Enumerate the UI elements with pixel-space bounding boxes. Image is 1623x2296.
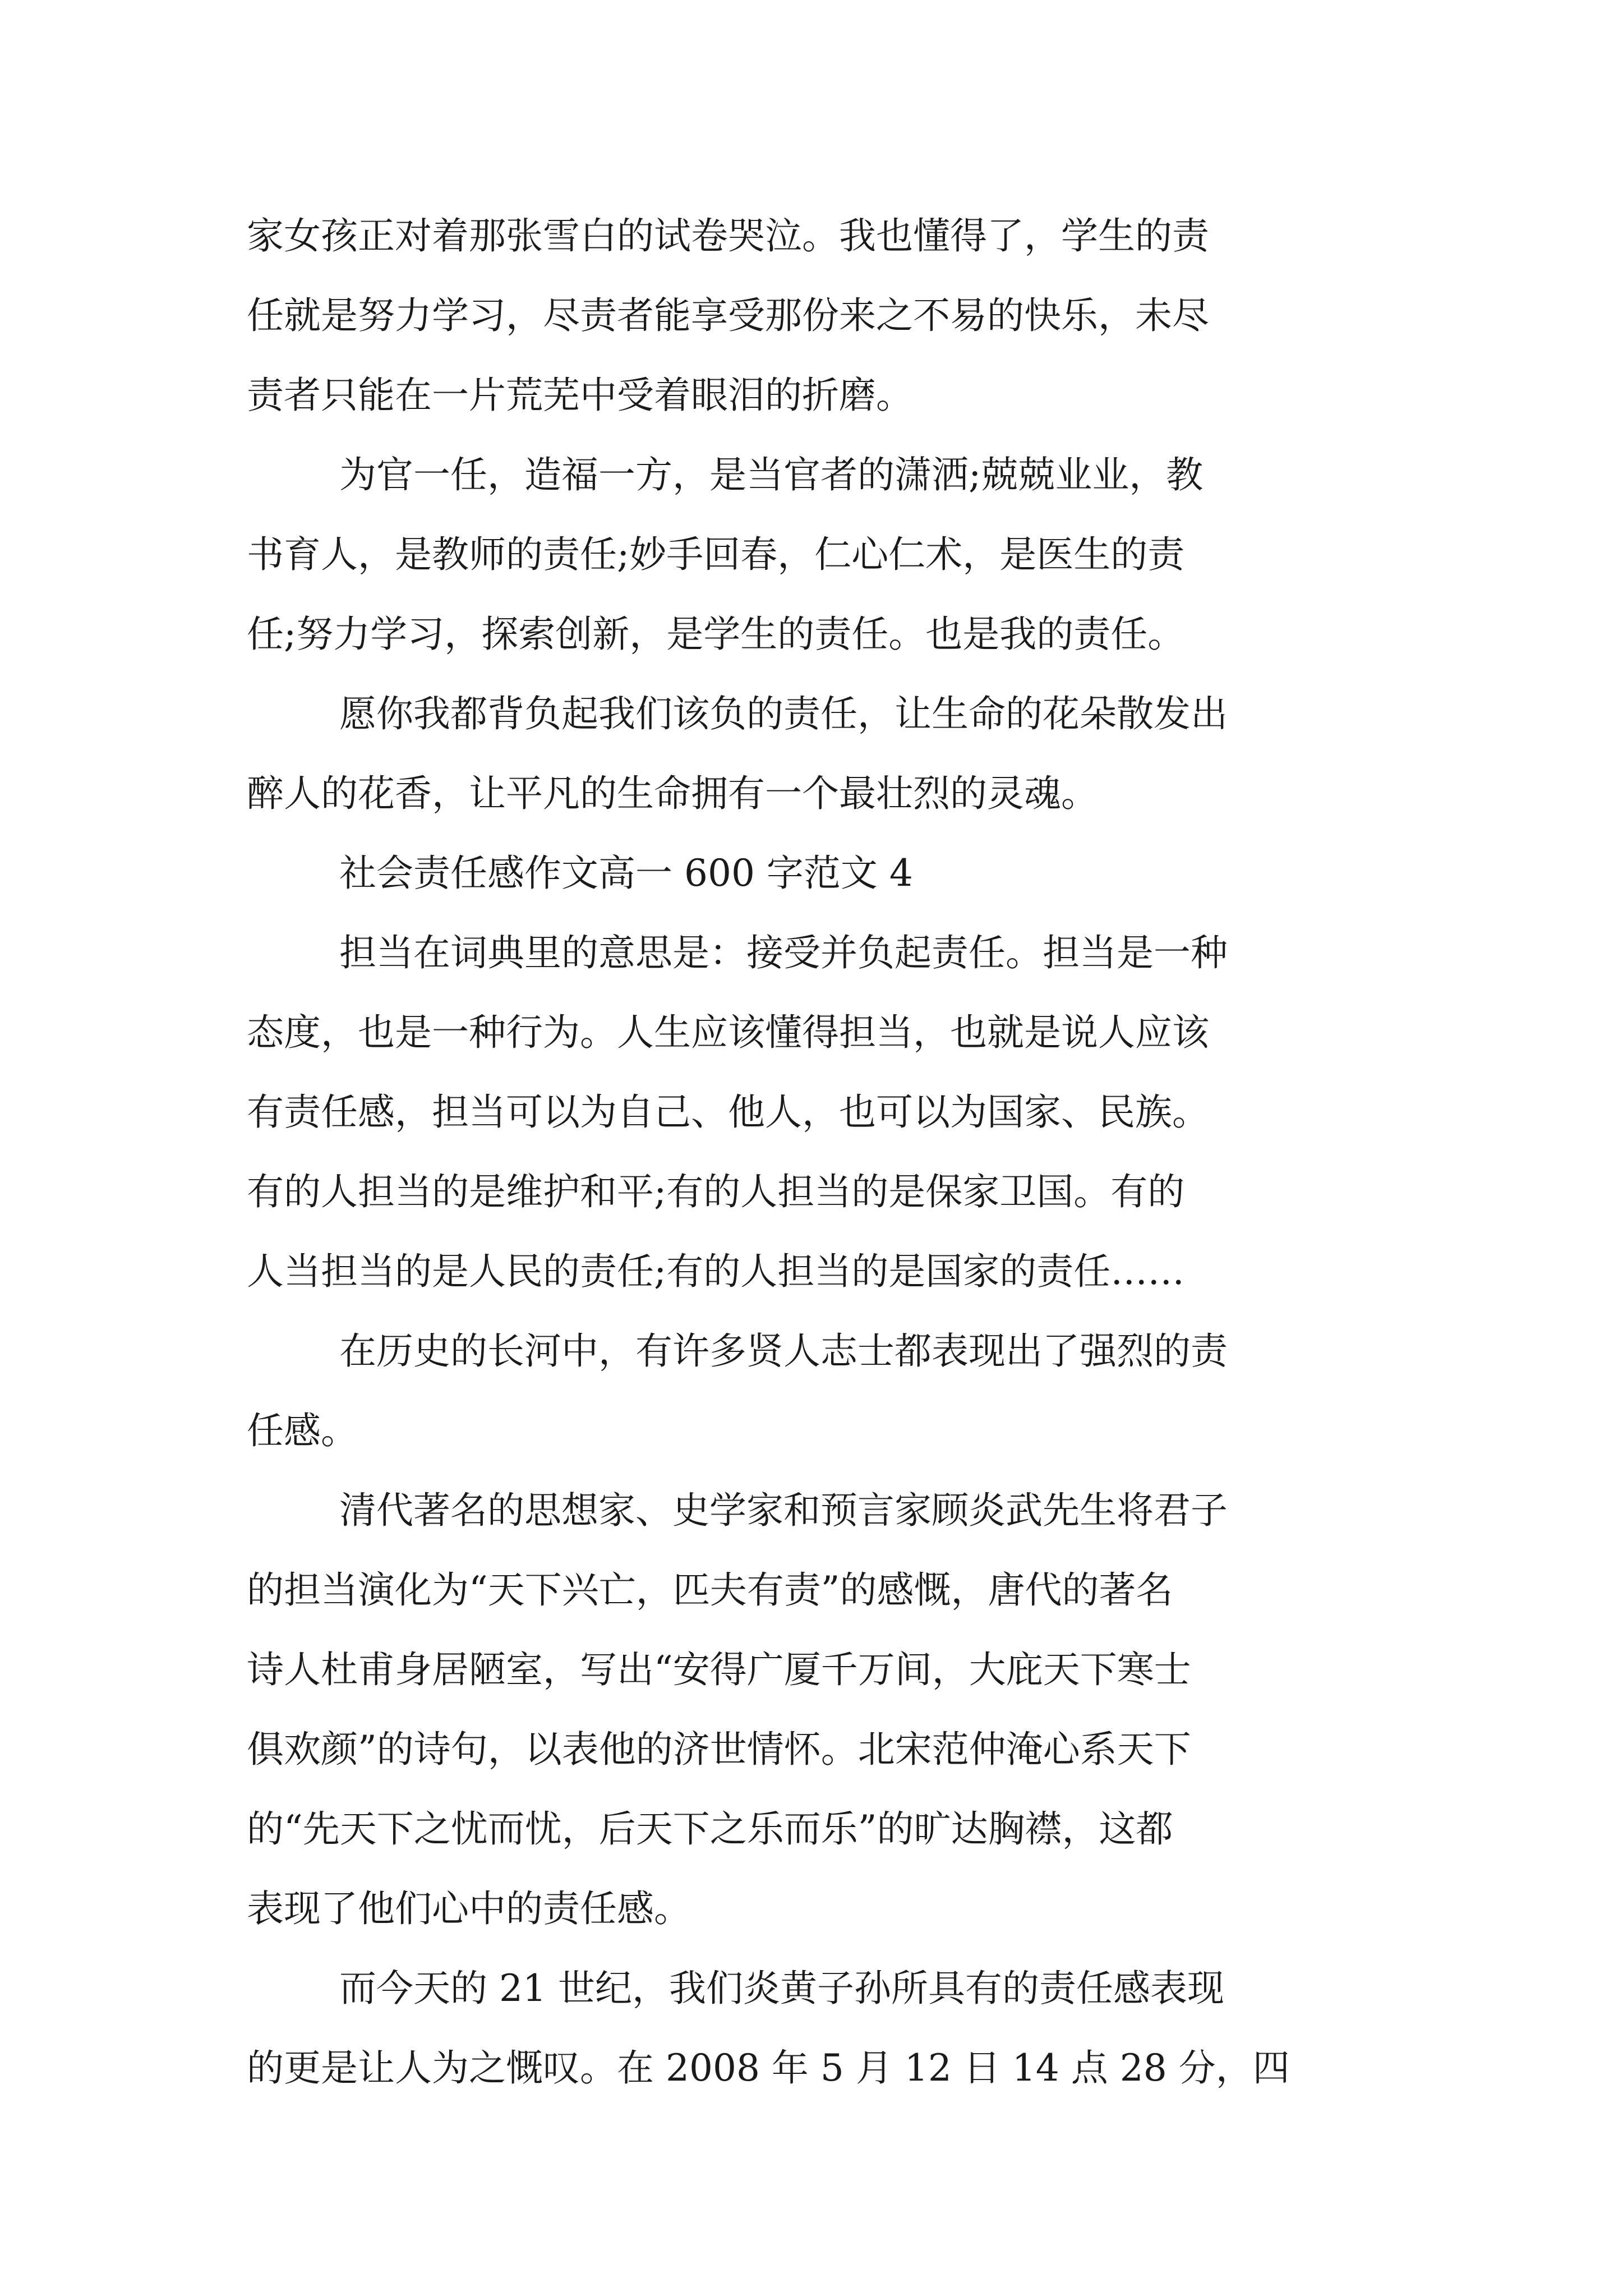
- text-line: 的担当演化为“天下兴亡，匹夫有责”的感慨，唐代的著名: [247, 1568, 1173, 1612]
- text-line: 任;努力学习，探索创新，是学生的责任。也是我的责任。: [247, 613, 1185, 656]
- paragraph-6: [247, 1471, 1385, 1949]
- paragraph-7: [247, 1949, 1385, 2108]
- document-body: [247, 196, 1385, 2108]
- text-line: 人当担当的是人民的责任;有的人担当的是国家的责任……: [247, 1250, 1185, 1293]
- text-line: 家女孩正对着那张雪白的试卷哭泣。我也懂得了，学生的责: [247, 214, 1209, 257]
- text-line: 态度，也是一种行为。人生应该懂得担当，也就是说人应该: [247, 1011, 1209, 1054]
- text-line: 的“先天下之忧而忧，后天下之乐而乐”的旷达胸襟，这都: [247, 1807, 1173, 1851]
- text-line: 担当在词典里的意思是：接受并负起责任。担当是一种: [339, 931, 1228, 974]
- text-line: 而今天的 21 世纪，我们炎黄子孙所具有的责任感表现: [339, 1967, 1224, 2010]
- text-line: 清代著名的思想家、史学家和预言家顾炎武先生将君子: [339, 1489, 1228, 1532]
- text-line: 在历史的长河中，有许多贤人志士都表现出了强烈的责: [339, 1329, 1228, 1373]
- text-line: 醉人的花香，让平凡的生命拥有一个最壮烈的灵魂。: [247, 772, 1098, 815]
- text-line: 为官一任，造福一方，是当官者的潇洒;兢兢业业，教: [339, 453, 1204, 496]
- text-line: 诗人杜甫身居陋室，写出“安得广厦千万间，大庇天下寒士: [247, 1648, 1191, 1691]
- text-line: 的更是让人为之慨叹。在 2008 年 5 月 12 日 14 点 28 分，四: [247, 2046, 1290, 2090]
- text-line: 任就是努力学习，尽责者能享受那份来之不易的快乐，未尽: [247, 294, 1209, 337]
- paragraph-4: [247, 913, 1385, 1312]
- text-line: 表现了他们心中的责任感。: [247, 1887, 691, 1930]
- paragraph-1: [247, 196, 1385, 435]
- text-line: 有责任感，担当可以为自己、他人，也可以为国家、民族。: [247, 1091, 1209, 1134]
- text-line: 书育人，是教师的责任;妙手回春，仁心仁术，是医生的责: [247, 533, 1185, 576]
- section-heading-text: 社会责任感作文高一 600 字范文 4: [339, 852, 913, 895]
- paragraph-3: [247, 674, 1385, 834]
- text-line: 责者只能在一片荒芜中受着眼泪的折磨。: [247, 374, 913, 417]
- text-line: 有的人担当的是维护和平;有的人担当的是保家卫国。有的: [247, 1170, 1185, 1213]
- text-line: 任感。: [247, 1409, 358, 1452]
- paragraph-2: [247, 435, 1385, 674]
- text-line: 俱欢颜”的诗句，以表他的济世情怀。北宋范仲淹心系天下: [247, 1728, 1191, 1771]
- paragraph-5: [247, 1312, 1385, 1471]
- section-heading: [247, 834, 1385, 913]
- text-line: 愿你我都背负起我们该负的责任，让生命的花朵散发出: [339, 692, 1228, 735]
